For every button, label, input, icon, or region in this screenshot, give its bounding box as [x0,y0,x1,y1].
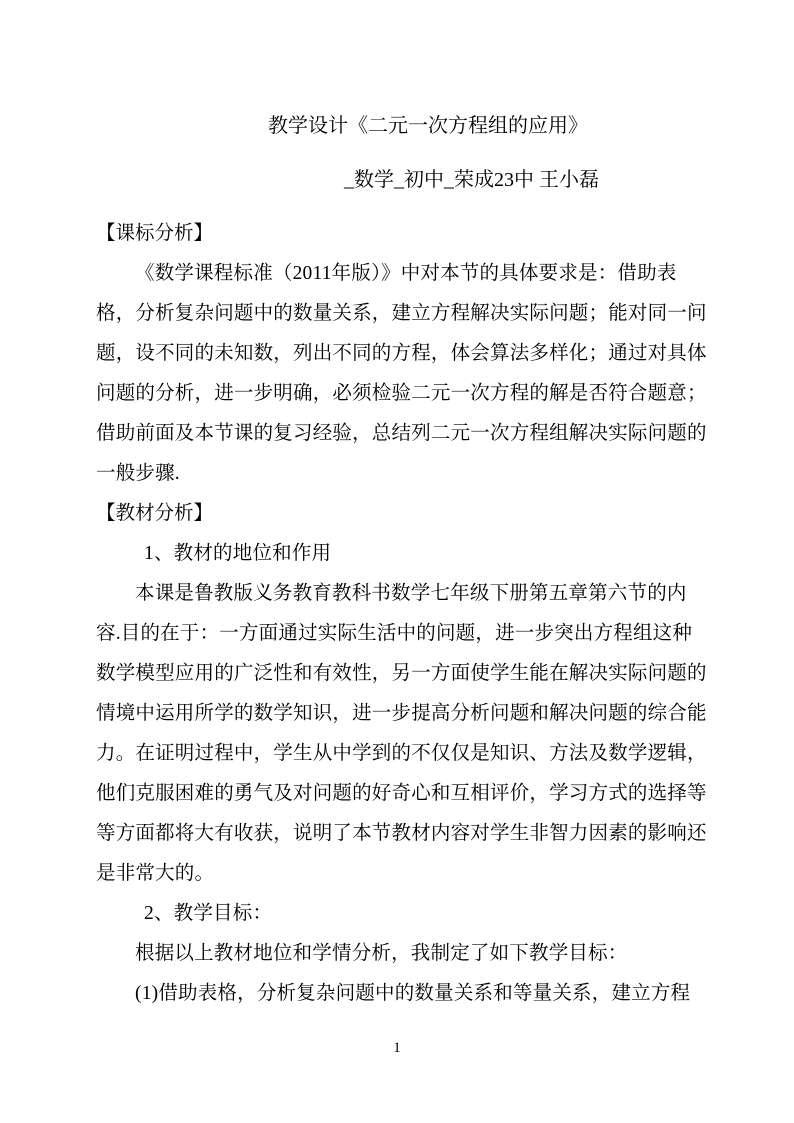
paragraph-line: 根据以上教材地位和学情分析，我制定了如下教学目标： [135,943,628,964]
paragraph-line: 《数学课程标准（2011年版）》中对本节的具体要求是：借助表 [135,263,677,284]
document-byline: _数学_初中_荣成23中 王小磊 [344,169,599,191]
paragraph-line: 情境中运用所学的数学知识，进一步提高分析问题和解决问题的综合能 [96,703,707,724]
paragraph-line: 问题的分析，进一步明确，必须检验二元一次方程的解是否符合题意； [96,383,707,404]
paragraph-line: 是非常大的。 [96,863,215,884]
paragraph-line: 本课是鲁教版义务教育教科书数学七年级下册第五章第六节的内 [135,583,687,604]
section-heading-curriculum-analysis: 【课标分析】 [96,223,214,244]
paragraph-line: 格，分析复杂问题中的数量关系，建立方程解决实际问题；能对同一问 [96,303,707,324]
paragraph-line: 容.目的在于：一方面通过实际生活中的问题，进一步突出方程组这种 [96,623,693,644]
paragraph-line: 一般步骤. [96,463,180,484]
paragraph-line: 数学模型应用的广泛性和有效性，另一方面使学生能在解决实际问题的 [96,663,707,684]
document-body [96,96,707,1014]
paragraph-line: 力。在证明过程中，学生从中学到的不仅仅是知识、方法及数学逻辑， [96,743,707,764]
paragraph-line: (1)借助表格，分析复杂问题中的数量关系和等量关系，建立方程 [135,983,691,1004]
page-number: 1 [393,1040,401,1056]
paragraph-line: 题，设不同的未知数，列出不同的方程，体会算法多样化；通过对具体 [96,343,707,364]
subsection-heading-2: 2、教学目标： [144,903,273,924]
section-heading-textbook-analysis: 【教材分析】 [96,503,214,524]
subsection-heading-1: 1、教材的地位和作用 [144,543,332,564]
byline-body-gap [96,200,688,214]
paragraph-line: 借助前面及本节课的复习经验，总结列二元一次方程组解决实际问题的 [96,423,707,444]
top-spacer [96,96,688,106]
page-title: 教学设计《二元一次方程组的应用》 [268,115,588,137]
paragraph-line: 他们克服困难的勇气及对问题的好奇心和互相评价，学习方式的选择等 [96,783,707,804]
paragraph-line: 等方面都将大有收获，说明了本节教材内容对学生非智力因素的影响还 [96,823,707,844]
title-subtitle-gap [96,146,688,160]
